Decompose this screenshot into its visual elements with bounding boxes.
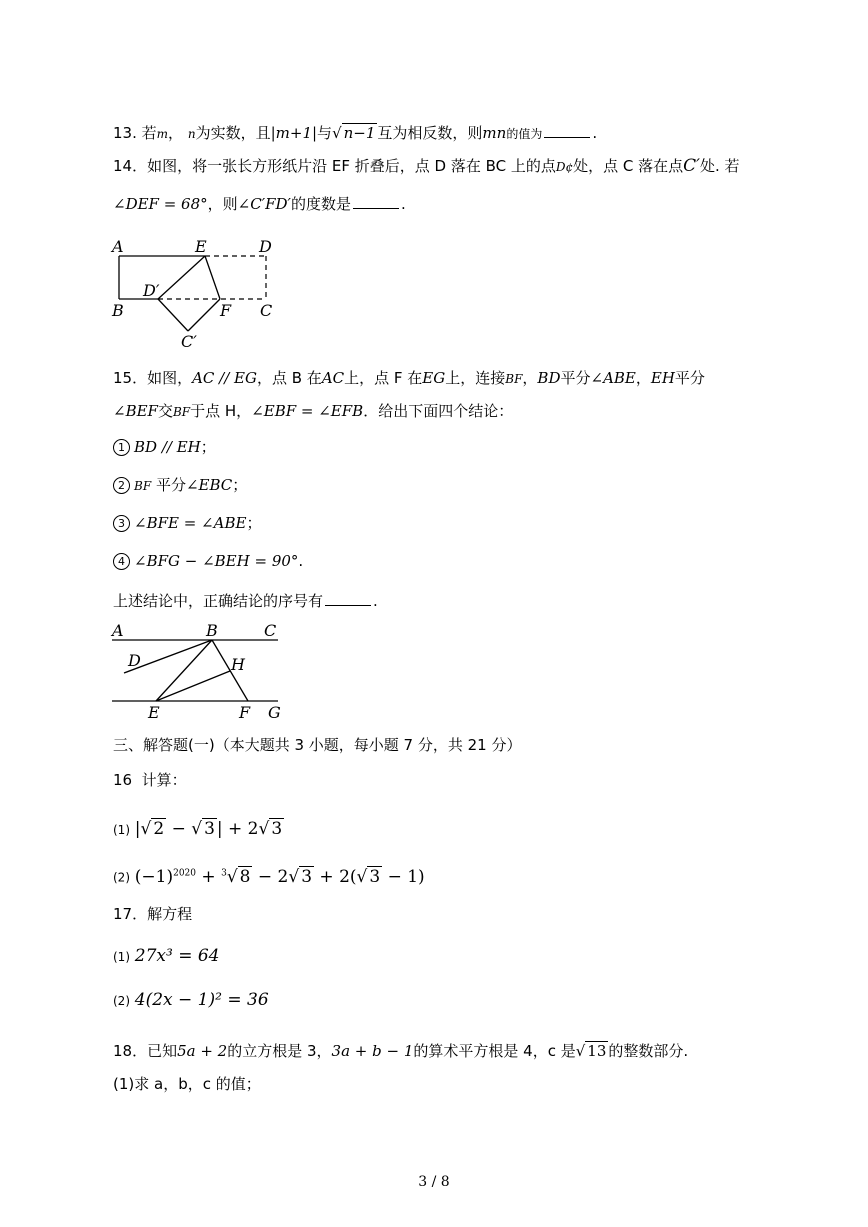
edge-dprime-cprime: [158, 299, 188, 331]
edge-ed-prime: [158, 256, 205, 299]
label-c: C: [264, 621, 277, 640]
q16-part-1: (1) |√ 2 − √ 3 | + 2√ 3: [113, 819, 283, 839]
answer-blank: [325, 591, 371, 606]
sqrt-13: √ 13: [575, 1042, 607, 1060]
conclusion-4: 4 ∠BFG − ∠BEH = 90°.: [113, 550, 303, 572]
abs-expression: |m+1|: [270, 124, 318, 142]
question-14-line-1: 14．如图，将一张长方形纸片沿 EF 折叠后，点 D 落在 BC 上的点D¢处，点 C 落在点C′处. 若: [113, 156, 740, 176]
label-d: D: [259, 237, 272, 256]
answer-blank: [544, 123, 590, 138]
circled-number: 2: [113, 477, 130, 494]
label-h: H: [231, 655, 245, 674]
question-13: 13. 若m， n为实数，且|m+1|与√ n−1 互为相反数，则mn的值为 .: [113, 124, 598, 142]
label-cprime: C′: [181, 332, 197, 351]
page-number: 3 / 8: [418, 1174, 450, 1190]
label-dprime: D′: [143, 281, 160, 300]
q17-part-1: (1) 27x³ = 64: [113, 946, 220, 966]
circled-number: 3: [113, 515, 130, 532]
question-15-summary: 上述结论中，正确结论的序号有 .: [113, 592, 378, 610]
q16-part-2: (2) $(-1)^{2020} + ^3√$ 8 − 2√ 3 + 2(√ 3 − 1): [113, 866, 425, 887]
label-c: C: [260, 301, 273, 320]
label-b: B: [206, 621, 218, 640]
question-15-line-2: ∠BEF交BF于点 H，∠EBF = ∠EFB．给出下面四个结论：: [113, 402, 514, 420]
segment-eh: [156, 671, 230, 701]
edge-ef: [205, 256, 220, 299]
question-14-line-2: ∠DEF = 68°，则∠C′FD′的度数是 .: [113, 195, 406, 213]
conclusion-2: 2 BF 平分∠EBC；: [113, 474, 247, 497]
question-16-title: 16 计算：: [113, 771, 187, 789]
conclusion-3: 3 ∠BFE = ∠ABE；: [113, 512, 261, 534]
section-3-heading: 三、解答题(一)（本大题共 3 小题，每小题 7 分，共 21 分）: [113, 736, 522, 754]
label-e: E: [148, 703, 160, 722]
edge-cprime-f: [188, 299, 220, 331]
label-a: A: [112, 621, 124, 640]
segment-be: [156, 640, 212, 701]
circled-number: 4: [113, 553, 130, 570]
label-a: A: [112, 237, 124, 256]
q17-part-2: (2) 4(2x − 1)² = 36: [113, 990, 269, 1010]
question-18: 18．已知5a + 2的立方根是 3，3a + b − 1的算术平方根是 4，c 是√ 13 的整数部分.: [113, 1042, 689, 1060]
q14-fold-figure: [108, 234, 288, 354]
q16-expr-1: |√ 2 − √ 3 | + 2√ 3: [134, 819, 283, 839]
circled-number: 1: [113, 439, 130, 456]
answer-blank: [353, 194, 399, 209]
question-18-part-1: (1)求 a，b，c 的值；: [113, 1075, 261, 1093]
q16-expr-2: $(-1)^{2020} + ^3√$ 8 − 2√ 3 + 2(√ 3 − 1): [134, 866, 425, 887]
sqrt-expression: √ n−1: [332, 124, 376, 142]
question-15-line-1: 15．如图，AC // EG，点 B 在AC上，点 F 在EG上，连接BF，BD平分∠ABE，EH平分: [113, 369, 705, 387]
q15-parallel-lines-figure: [108, 618, 293, 722]
label-b: B: [112, 301, 124, 320]
label-e: E: [195, 237, 207, 256]
question-17-title: 17．解方程: [113, 905, 193, 923]
label-g: G: [268, 703, 281, 722]
label-d: D: [128, 651, 141, 670]
label-f: F: [239, 703, 251, 722]
label-f: F: [220, 301, 232, 320]
conclusion-1: 1 BD // EH；: [113, 436, 216, 458]
